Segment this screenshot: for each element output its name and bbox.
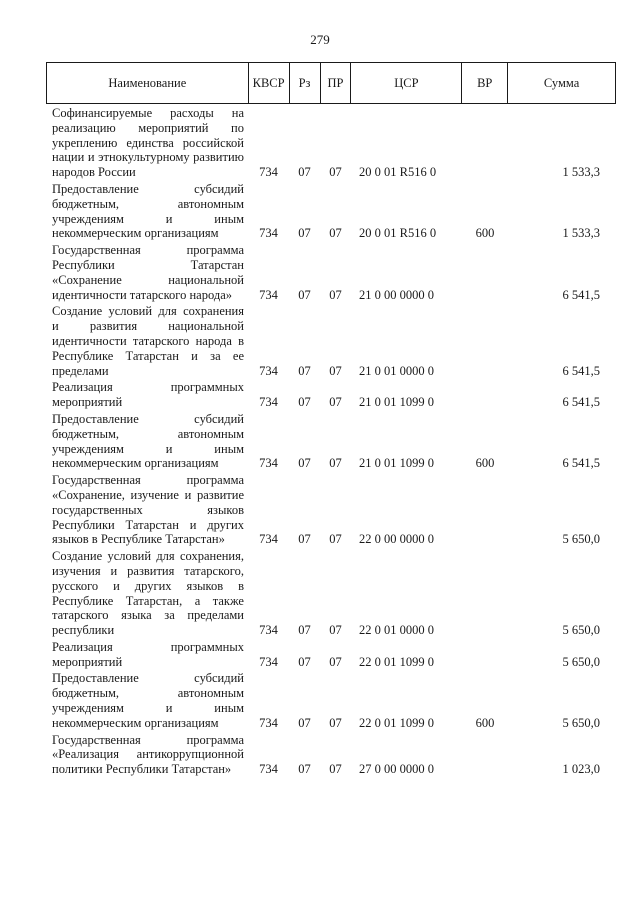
table-row (46, 549, 616, 640)
table-row (46, 380, 616, 412)
row-pr: 07 (329, 532, 342, 547)
table-body (46, 106, 616, 779)
row-pr: 07 (329, 363, 342, 378)
row-name: Государственная программа Республики Татарстан «Сохранение национальной идентичности татарского народа» (52, 243, 244, 302)
row-rz: 07 (298, 456, 311, 471)
row-pr: 07 (329, 287, 342, 302)
row-kvsr: 734 (259, 654, 278, 669)
table-row (46, 243, 616, 304)
row-vr: 600 (475, 456, 495, 471)
row-kvsr: 734 (259, 287, 278, 302)
row-name: Реализация программных мероприятий (52, 639, 244, 669)
row-sum: 5 650,0 (562, 654, 600, 669)
table-header (46, 62, 616, 104)
row-name: Предоставление субсидий бюджетным, автономным учреждениям и иным некоммерческим организациям (52, 671, 244, 730)
table-row (46, 473, 616, 549)
row-rz: 07 (298, 654, 311, 669)
row-name: Создание условий для сохранения и развития национальной идентичности татарского народа в Республике Татарстан и за ее пределами (52, 304, 244, 378)
row-kvsr: 734 (259, 363, 278, 378)
row-name: Реализация программных мероприятий (52, 380, 244, 410)
row-sum: 6 541,5 (562, 287, 600, 302)
row-pr: 07 (329, 165, 342, 180)
row-csr: 22 0 01 0000 0 (359, 623, 434, 638)
row-csr: 20 0 01 R516 0 (359, 165, 437, 180)
table-row (46, 640, 616, 672)
row-kvsr: 734 (259, 623, 278, 638)
row-name: Софинансируемые расходы на реализацию мероприятий по укреплению единства российской нации и этнокультурному развитию народов России (52, 106, 244, 180)
row-vr: 600 (475, 715, 495, 730)
row-csr: 27 0 00 0000 0 (359, 762, 434, 777)
row-vr: 600 (475, 226, 495, 241)
row-csr: 21 0 01 1099 0 (359, 456, 434, 471)
header-sum: Сумма (508, 63, 616, 103)
row-rz: 07 (298, 715, 311, 730)
header-vr: ВР (462, 63, 508, 103)
row-pr: 07 (329, 226, 342, 241)
row-rz: 07 (298, 395, 311, 410)
row-rz: 07 (298, 287, 311, 302)
row-pr: 07 (329, 623, 342, 638)
page-number: 279 (310, 32, 330, 47)
table-row (46, 304, 616, 380)
row-name: Государственная программа «Реализация антикоррупционной политики Республики Татарстан» (52, 732, 244, 777)
row-csr: 21 0 01 1099 0 (359, 395, 434, 410)
row-rz: 07 (298, 363, 311, 378)
row-sum: 6 541,5 (562, 363, 600, 378)
header-csr: ЦСР (351, 63, 462, 103)
table-row (46, 733, 616, 779)
header-name: Наименование (47, 63, 249, 103)
row-name: Создание условий для сохранения, изучения и развития татарского, русского и других языков в Республике Татарстан, а также татарского языка за пределами республики (52, 549, 244, 638)
row-csr: 22 0 01 1099 0 (359, 654, 434, 669)
row-pr: 07 (329, 456, 342, 471)
row-sum: 1 023,0 (562, 762, 600, 777)
row-rz: 07 (298, 623, 311, 638)
row-kvsr: 734 (259, 715, 278, 730)
row-sum: 6 541,5 (562, 456, 600, 471)
row-csr: 20 0 01 R516 0 (359, 226, 437, 241)
row-rz: 07 (298, 226, 311, 241)
row-kvsr: 734 (259, 532, 278, 547)
row-sum: 5 650,0 (562, 532, 600, 547)
row-name: Предоставление субсидий бюджетным, автономным учреждениям и иным некоммерческим организациям (52, 411, 244, 471)
header-pr: ПР (321, 63, 352, 103)
row-sum: 5 650,0 (562, 715, 600, 730)
row-sum: 1 533,3 (562, 226, 600, 241)
row-csr: 21 0 00 0000 0 (359, 287, 434, 302)
row-name: Государственная программа «Сохранение, изучение и развитие государственных языков Республики Татарстан и других языков в Республике Татарстан» (52, 473, 244, 547)
row-csr: 21 0 01 0000 0 (359, 363, 434, 378)
row-pr: 07 (329, 395, 342, 410)
row-rz: 07 (298, 532, 311, 547)
table-row (46, 106, 616, 182)
table-row (46, 412, 616, 473)
row-kvsr: 734 (259, 762, 278, 777)
row-rz: 07 (298, 165, 311, 180)
row-csr: 22 0 00 0000 0 (359, 532, 434, 547)
row-kvsr: 734 (259, 226, 278, 241)
row-sum: 1 533,3 (562, 165, 600, 180)
row-pr: 07 (329, 762, 342, 777)
row-pr: 07 (329, 654, 342, 669)
row-kvsr: 734 (259, 456, 278, 471)
header-kvsr: КВСР (249, 63, 290, 103)
budget-table (46, 62, 616, 779)
row-name: Предоставление субсидий бюджетным, автономным учреждениям и иным некоммерческим организациям (52, 181, 244, 241)
row-csr: 22 0 01 1099 0 (359, 715, 434, 730)
table-row (46, 671, 616, 732)
table-row (46, 182, 616, 243)
row-pr: 07 (329, 715, 342, 730)
row-sum: 6 541,5 (562, 395, 600, 410)
row-sum: 5 650,0 (562, 623, 600, 638)
row-kvsr: 734 (259, 395, 278, 410)
header-rz: Рз (290, 63, 321, 103)
row-rz: 07 (298, 762, 311, 777)
row-kvsr: 734 (259, 165, 278, 180)
